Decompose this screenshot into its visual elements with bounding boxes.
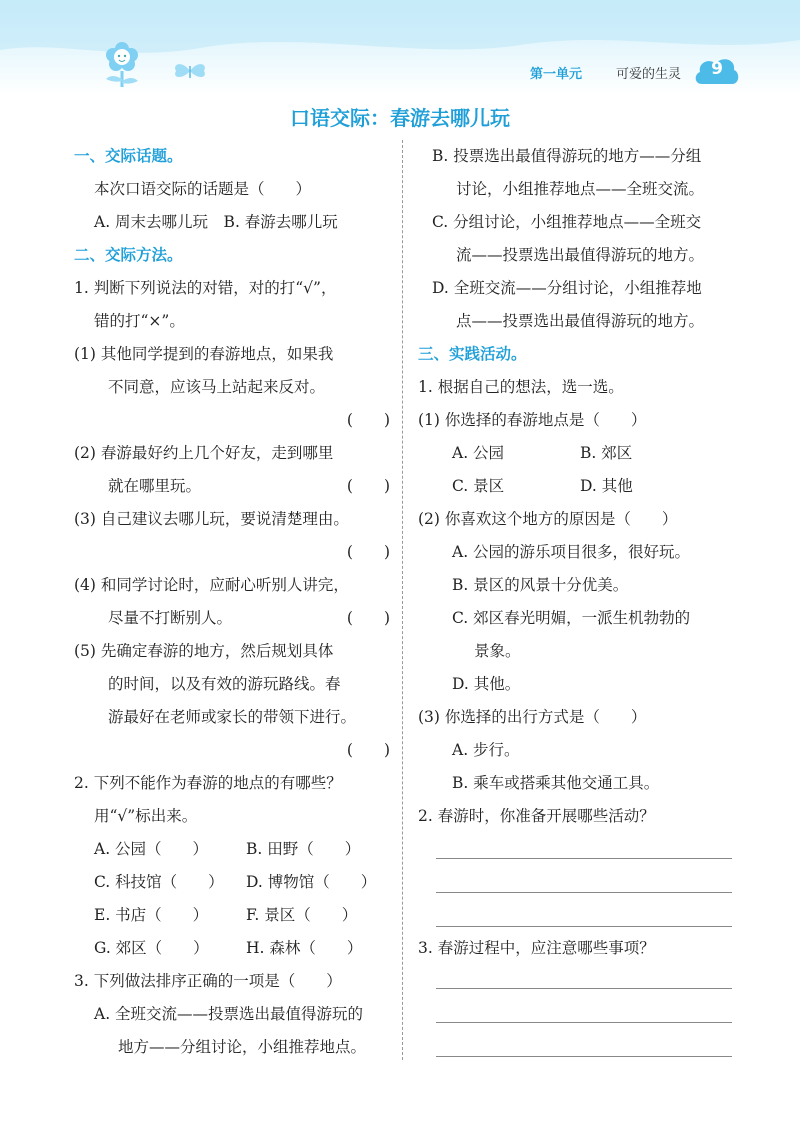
practice-2: 2. 春游时，你准备开展哪些活动？ <box>418 807 655 825</box>
practice-1-3: (3) 你选择的出行方式是（ ） <box>418 708 647 726</box>
reason-b[interactable]: B. 景区的风景十分优美。 <box>452 576 629 594</box>
answer-paren[interactable]: ( ) <box>346 477 390 495</box>
section-heading-method: 二、交际方法。 <box>74 246 183 264</box>
item-3-line-1: (3) 自己建议去哪儿玩，要说清楚理由。 <box>74 510 349 528</box>
question-3: 3. 下列做法排序正确的一项是（ ） <box>74 972 342 990</box>
option-f[interactable]: F. 景区（ ） <box>246 906 358 924</box>
q3-option-b-line-1[interactable]: B. 投票选出最值得游玩的地方——分组 <box>432 147 702 165</box>
answer-line[interactable] <box>436 858 732 859</box>
option-d[interactable]: D. 博物馆（ ） <box>246 873 377 891</box>
item-2-line-2: 就在哪里玩。 <box>108 477 202 495</box>
answer-paren[interactable]: ( ) <box>346 741 390 759</box>
q3-option-b-line-2[interactable]: 讨论，小组推荐地点——全班交流。 <box>456 180 705 198</box>
option-suburb[interactable]: B. 郊区 <box>580 444 633 462</box>
flower-icon <box>92 35 152 87</box>
answer-line[interactable] <box>436 1056 732 1057</box>
answer-paren[interactable]: ( ) <box>346 411 390 429</box>
travel-b[interactable]: B. 乘车或搭乘其他交通工具。 <box>452 774 660 792</box>
butterfly-icon <box>170 60 210 82</box>
reason-d[interactable]: D. 其他。 <box>452 675 521 693</box>
topic-question: 本次口语交际的话题是（ ） <box>94 180 312 198</box>
page-title: 口语交际：春游去哪儿玩 <box>290 106 510 130</box>
q3-option-a-line-1[interactable]: A. 全班交流——投票选出最值得游玩的 <box>94 1005 364 1023</box>
answer-line[interactable] <box>436 892 732 893</box>
option-b[interactable]: B. 田野（ ） <box>246 840 361 858</box>
item-5-line-1: (5) 先确定春游的地方，然后规划具体 <box>74 642 334 660</box>
item-1-line-1: (1) 其他同学提到的春游地点，如果我 <box>74 345 334 363</box>
reason-c-line-1[interactable]: C. 郊区春光明媚，一派生机勃勃的 <box>452 609 691 627</box>
option-g[interactable]: G. 郊区（ ） <box>94 939 209 957</box>
practice-1-2: (2) 你喜欢这个地方的原因是（ ） <box>418 510 678 528</box>
q3-option-c-line-2[interactable]: 流——投票选出最值得游玩的地方。 <box>456 246 705 264</box>
unit-label: 第一单元 <box>530 67 583 82</box>
item-5-line-2: 的时间，以及有效的游玩路线。春 <box>108 675 341 693</box>
answer-paren[interactable]: ( ) <box>346 543 390 561</box>
question-2-line-2: 用“√”标出来。 <box>94 807 198 825</box>
practice-1-1: (1) 你选择的春游地点是（ ） <box>418 411 647 429</box>
page-number: 9 <box>711 59 723 79</box>
item-2-line-1: (2) 春游最好约上几个好友，走到哪里 <box>74 444 334 462</box>
option-e[interactable]: E. 书店（ ） <box>94 906 209 924</box>
item-1-line-2: 不同意，应该马上站起来反对。 <box>108 378 326 396</box>
question-1-line-1: 1. 判断下列说法的对错，对的打“√”， <box>74 279 337 297</box>
section-heading-topic: 一、交际话题。 <box>74 147 183 165</box>
item-5-line-3: 游最好在老师或家长的带领下进行。 <box>108 708 357 726</box>
unit-title: 可爱的生灵 <box>616 67 682 82</box>
item-4-line-1: (4) 和同学讨论时，应耐心听别人讲完， <box>74 576 349 594</box>
answer-paren[interactable]: ( ) <box>346 609 390 627</box>
option-other[interactable]: D. 其他 <box>580 477 633 495</box>
question-2-line-1: 2. 下列不能作为春游的地点的有哪些？ <box>74 774 342 792</box>
option-c[interactable]: C. 科技馆（ ） <box>94 873 224 891</box>
item-4-line-2: 尽量不打断别人。 <box>108 609 233 627</box>
practice-3: 3. 春游过程中，应注意哪些事项？ <box>418 939 655 957</box>
answer-line[interactable] <box>436 926 732 927</box>
answer-line[interactable] <box>436 1022 732 1023</box>
travel-a[interactable]: A. 步行。 <box>452 741 520 759</box>
question-1-line-2: 错的打“×”。 <box>94 312 185 330</box>
answer-line[interactable] <box>436 988 732 989</box>
topic-options: A. 周末去哪儿玩 B. 春游去哪儿玩 <box>94 213 338 231</box>
q3-option-c-line-1[interactable]: C. 分组讨论，小组推荐地点——全班交 <box>432 213 702 231</box>
q3-option-a-line-2[interactable]: 地方——分组讨论，小组推荐地点。 <box>118 1038 367 1056</box>
option-a[interactable]: A. 公园（ ） <box>94 840 209 858</box>
option-h[interactable]: H. 森林（ ） <box>246 939 363 957</box>
option-park[interactable]: A. 公园 <box>452 444 505 462</box>
reason-c-line-2[interactable]: 景象。 <box>474 642 521 660</box>
q3-option-d-line-1[interactable]: D. 全班交流——分组讨论，小组推荐地 <box>432 279 702 297</box>
section-heading-practice: 三、实践活动。 <box>418 345 527 363</box>
reason-a[interactable]: A. 公园的游乐项目很多，很好玩。 <box>452 543 691 561</box>
q3-option-d-line-2[interactable]: 点——投票选出最值得游玩的地方。 <box>456 312 705 330</box>
column-divider <box>402 140 403 1060</box>
practice-1: 1. 根据自己的想法，选一选。 <box>418 378 624 396</box>
option-scenic[interactable]: C. 景区 <box>452 477 505 495</box>
